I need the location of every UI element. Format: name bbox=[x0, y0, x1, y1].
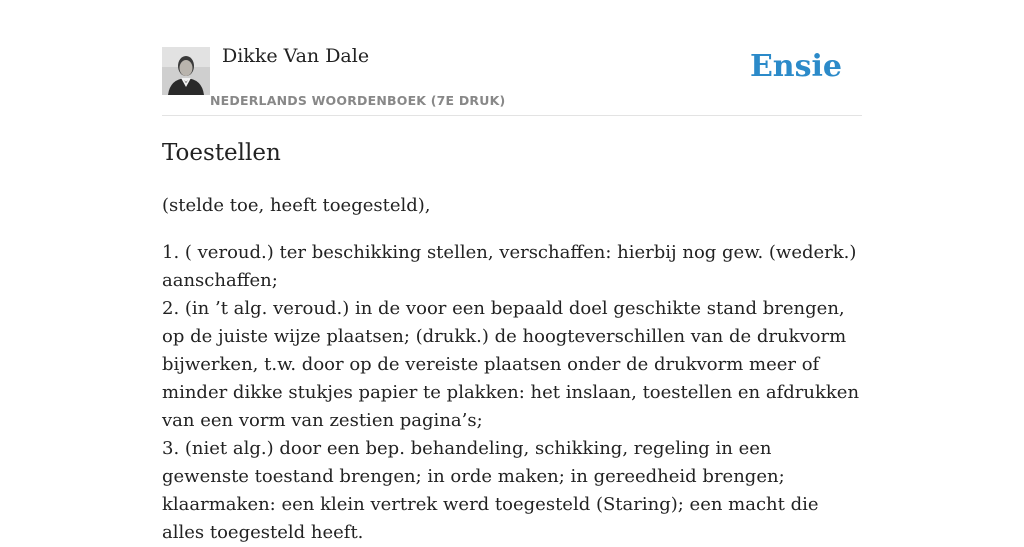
definition-item: 3. (niet alg.) door een bep. behandeling, schikking, regeling in een gewenste toestand brengen; in orde maken; in gereedheid brengen; klaarmaken: een klein vertrek werd toegesteld (Staring); een macht die alles toegesteld heeft. bbox=[162, 438, 819, 543]
entry-title: Toestellen bbox=[162, 140, 281, 166]
author-name[interactable]: Dikke Van Dale bbox=[222, 45, 370, 67]
definition-item: 2. (in ’t alg. veroud.) in de voor een bepaald doel geschikte stand brengen, op de juiste wijze plaatsen; (drukk.) de hoogteverschillen van de drukvorm bijwerken, t.w. door op de vereiste plaatsen onder de drukvorm meer of minder dikke stukjes papier te plakken: het inslaan, toestellen en afdrukken van een vorm van zestien pagina’s; bbox=[162, 298, 860, 431]
entry-conjugation: (stelde toe, heeft toegesteld), bbox=[162, 195, 431, 216]
source-name: NEDERLANDS WOORDENBOEK (7E DRUK) bbox=[210, 93, 506, 108]
brand-logo[interactable]: Ensie bbox=[749, 49, 842, 84]
header bbox=[162, 0, 862, 116]
avatar[interactable] bbox=[162, 47, 210, 95]
portrait-photo-icon bbox=[162, 47, 210, 95]
content-container bbox=[162, 0, 862, 543]
definition-item: 1. ( veroud.) ter beschikking stellen, verschaffen: hierbij nog gew. (wederk.) aanschaffen; bbox=[162, 242, 857, 291]
definition-list bbox=[162, 239, 862, 547]
